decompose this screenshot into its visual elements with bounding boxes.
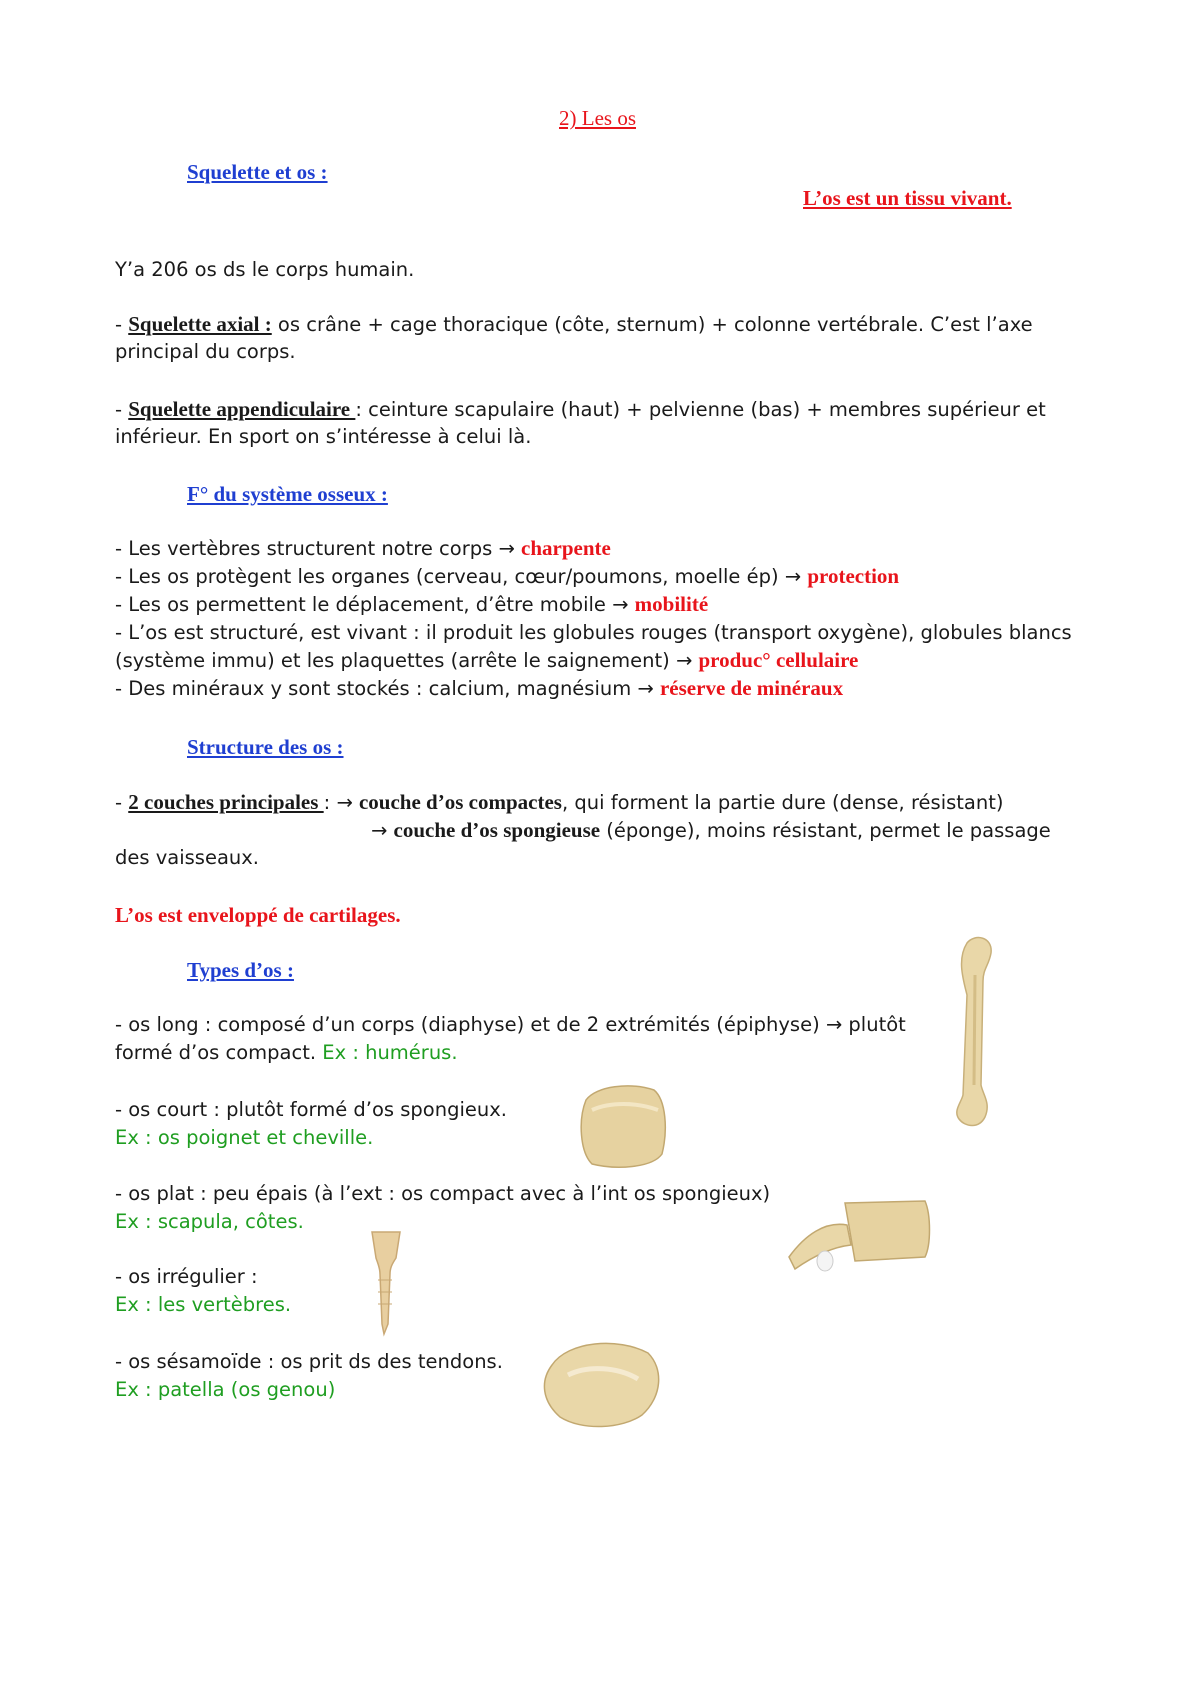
function-keyword: mobilité — [634, 592, 709, 616]
carpal-bone-image — [576, 1080, 668, 1170]
couche-compacte-desc: , qui forment la partie dure (dense, résistant) — [561, 791, 1004, 814]
axial-line-1 — [115, 312, 1033, 337]
couches-line-1 — [115, 790, 1003, 815]
type-long-example: Ex : humérus. — [322, 1041, 458, 1064]
dash: - — [115, 398, 129, 421]
couche-spongieuse-desc: (éponge), moins résistant, permet le passage — [600, 819, 1051, 842]
function-keyword: produc° cellulaire — [698, 648, 859, 672]
function-item — [115, 676, 843, 701]
note-cartilages: L’os est enveloppé de cartilages. — [115, 903, 401, 927]
section-heading-structure: Structure des os : — [187, 735, 344, 759]
function-text: - Les vertèbres structurent notre corps → — [115, 537, 521, 560]
couches-line-3: des vaisseaux. — [115, 846, 260, 869]
function-text: - Les os permettent le déplacement, d’être mobile → — [115, 593, 635, 616]
append-text: : ceinture scapulaire (haut) + pelvienne (bas) + membres supérieur et — [355, 398, 1046, 421]
axial-line-2: principal du corps. — [115, 340, 296, 363]
type-sesamoide-example: Ex : patella (os genou) — [115, 1378, 336, 1401]
function-keyword: réserve de minéraux — [659, 676, 844, 700]
function-keyword: charpente — [521, 536, 611, 560]
section-heading-types: Types d’os : — [187, 958, 294, 982]
vertebra-image — [785, 1195, 933, 1275]
axial-label: Squelette axial : — [128, 312, 272, 336]
function-item — [115, 620, 1072, 645]
type-plat-line: - os plat : peu épais (à l’ext : os compact avec à l’int os spongieux) — [115, 1182, 771, 1205]
dash: - — [115, 791, 129, 814]
intro-text: Y’a 206 os ds le corps humain. — [115, 258, 415, 281]
type-irregulier-example: Ex : les vertèbres. — [115, 1293, 292, 1316]
dash: - — [115, 313, 129, 336]
function-text: (système immu) et les plaquettes (arrête le saignement) → — [115, 649, 699, 672]
arrow: → — [371, 819, 394, 842]
couche-spongieuse: couche d’os spongieuse — [393, 818, 601, 842]
page-title: 2) Les os — [559, 106, 636, 130]
couche-compacte: couche d’os compactes — [358, 790, 562, 814]
append-line-1 — [115, 397, 1046, 422]
function-text: - Les os protègent les organes (cerveau, cœur/poumons, moelle ép) → — [115, 565, 808, 588]
humerus-image — [945, 935, 1005, 1130]
couches-label: 2 couches principales — [128, 790, 324, 814]
type-long-line-1: - os long : composé d’un corps (diaphyse) et de 2 extrémités (épiphyse) → plutôt — [115, 1013, 906, 1036]
function-text: - Des minéraux y sont stockés : calcium, magnésium → — [115, 677, 660, 700]
sternum-image — [368, 1228, 404, 1338]
append-line-2: inférieur. En sport on s’intéresse à celui là. — [115, 425, 532, 448]
couches-line-2 — [371, 818, 1051, 843]
type-long-text: formé d’os compact. — [115, 1041, 323, 1064]
function-item — [115, 648, 858, 673]
patella-image — [538, 1335, 666, 1431]
type-irregulier-line: - os irrégulier : — [115, 1265, 258, 1288]
note-tissu-vivant: L’os est un tissu vivant. — [803, 186, 1012, 210]
function-item — [115, 564, 899, 589]
function-text: - L’os est structuré, est vivant : il produit les globules rouges (transport oxygène), globules blancs — [115, 621, 1072, 644]
type-court-example: Ex : os poignet et cheville. — [115, 1126, 374, 1149]
function-keyword: protection — [807, 564, 900, 588]
append-label: Squelette appendiculaire — [128, 397, 356, 421]
type-long-line-2 — [115, 1041, 458, 1064]
axial-text: os crâne + cage thoracique (côte, sternum) + colonne vertébrale. C’est l’axe — [271, 313, 1033, 336]
type-sesamoide-line: - os sésamoïde : os prit ds des tendons. — [115, 1350, 503, 1373]
function-item — [115, 592, 708, 617]
section-heading-fonctions: F° du système osseux : — [187, 482, 388, 506]
type-court-line: - os court : plutôt formé d’os spongieux. — [115, 1098, 507, 1121]
function-item — [115, 536, 611, 561]
type-plat-example: Ex : scapula, côtes. — [115, 1210, 304, 1233]
colon-arrow: : → — [323, 791, 359, 814]
section-heading-squelette: Squelette et os : — [187, 160, 328, 184]
